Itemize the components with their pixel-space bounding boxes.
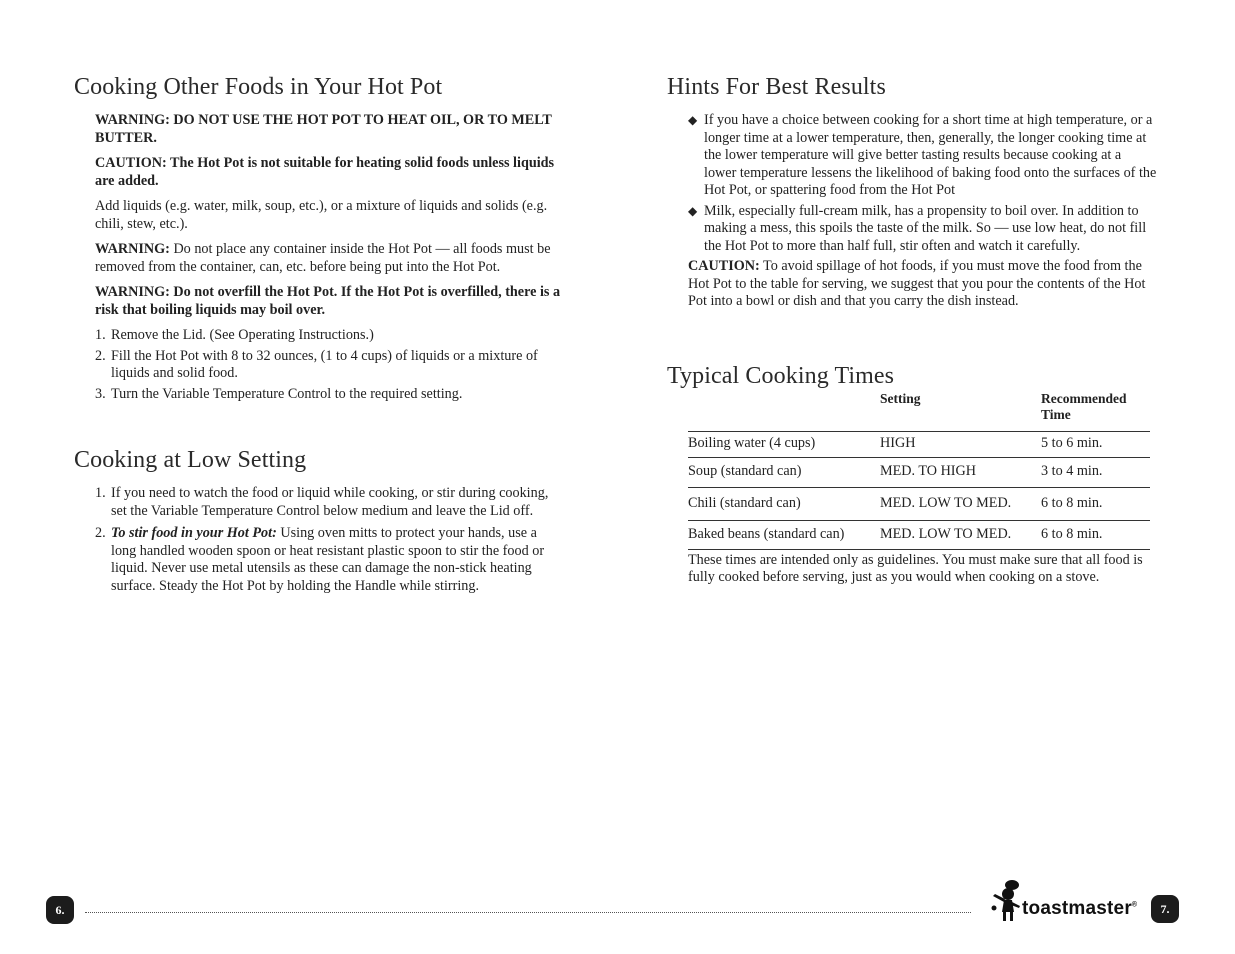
list-item xyxy=(688,112,1157,200)
table-header-row xyxy=(688,391,1150,432)
list-item xyxy=(688,203,1157,256)
table-cell-time: 3 to 4 min. xyxy=(1041,457,1150,487)
toastmaster-logo xyxy=(990,878,1150,924)
chef-mascot-icon xyxy=(990,878,1024,924)
list-item-text: Milk, especially full-cream milk, has a propensity to boil over. In addition to making a mess, this spoils the taste of the milk. So — use low heat, do not fill the Hot Pot to more than half full, stir often and watch it carefully. xyxy=(704,202,1147,254)
table-row xyxy=(688,431,1150,457)
section-title-hints: Hints For Best Results xyxy=(667,74,886,100)
table-cell-time: 5 to 6 min. xyxy=(1041,431,1150,457)
list-item-text: If you need to watch the food or liquid while cooking, or stir during cooking, set the Variable Temperature Control below medium and leave the Lid off. xyxy=(111,485,549,519)
section-body-hints xyxy=(667,112,1157,311)
footer-dotted-rule xyxy=(85,912,971,913)
table-header-time: Recommended Time xyxy=(1041,391,1150,432)
caution-solid-foods: CAUTION: The Hot Pot is not suitable for heating solid foods unless liquids are added. xyxy=(95,155,555,189)
list-item-text: Remove the Lid. (See Operating Instructions.) xyxy=(111,327,374,343)
section-title-cooking-other-foods: Cooking Other Foods in Your Hot Pot xyxy=(74,74,443,100)
table-header-food xyxy=(688,391,880,432)
table-cell-setting: MED. LOW TO MED. xyxy=(880,487,1041,520)
warning-overfill: WARNING: Do not overfill the Hot Pot. If the Hot Pot is overfilled, there is a risk that boiling liquids may boil over. xyxy=(95,284,561,318)
table-cell-setting: HIGH xyxy=(880,431,1041,457)
list-item xyxy=(95,525,564,595)
table-cell-time: 6 to 8 min. xyxy=(1041,520,1150,549)
table-cell-setting: MED. LOW TO MED. xyxy=(880,520,1041,549)
section-body-low-setting xyxy=(74,485,564,595)
list-item xyxy=(95,485,564,520)
table-cell-setting: MED. TO HIGH xyxy=(880,457,1041,487)
table-cell-food: Soup (standard can) xyxy=(688,457,880,487)
low-setting-list xyxy=(95,485,564,595)
table-cell-food: Baked beans (standard can) xyxy=(688,520,880,549)
warning-label: WARNING: xyxy=(95,241,170,257)
table-row xyxy=(688,457,1150,487)
cooking-times-note: These times are intended only as guidelines. You must make sure that all food is fully cooked before serving, just as you would when cooking on a stove. xyxy=(688,551,1143,585)
list-item xyxy=(95,386,564,404)
warning-container-text: Do not place any container inside the Hot Pot — all foods must be removed from the container, can, etc. before being put into the Hot Pot. xyxy=(95,241,551,275)
stir-food-label: To stir food in your Hot Pot: xyxy=(111,525,277,541)
table-header-setting: Setting xyxy=(880,391,1041,432)
table-cell-time: 6 to 8 min. xyxy=(1041,487,1150,520)
right-page-column xyxy=(667,72,1157,595)
list-item xyxy=(95,327,564,345)
cooking-times-table xyxy=(688,391,1150,550)
table-row xyxy=(688,487,1150,520)
table-row xyxy=(688,520,1150,549)
warning-container xyxy=(95,241,564,276)
section-body-cooking-other-foods xyxy=(74,112,564,403)
list-item-text: Fill the Hot Pot with 8 to 32 ounces, (1 to 4 cups) of liquids or a mixture of liquids and solid food. xyxy=(111,347,538,381)
list-item-number: 3. xyxy=(95,385,106,402)
section-title-cooking-times: Typical Cooking Times xyxy=(667,362,895,389)
warning-oil-butter: WARNING: DO NOT USE THE HOT POT TO HEAT OIL, OR TO MELT BUTTER. xyxy=(95,112,552,146)
list-item-text: Turn the Variable Temperature Control to the required setting. xyxy=(111,385,463,402)
diamond-bullet-icon: ◆ xyxy=(688,113,698,127)
logo-wordmark: toastmaster® xyxy=(1022,898,1138,919)
list-item-text: If you have a choice between cooking for a short time at high temperature, or a longer time at a lower temperature, then, generally, the longer cooking time at the lower temperature will give better tasting results because cooking at a lower temperature lessens the likelihood of baking food onto the surfaces of the Hot Pot, or spattering food from the Hot Pot xyxy=(704,112,1157,198)
diamond-bullet-icon: ◆ xyxy=(688,203,698,218)
page-number-left: 6. xyxy=(46,896,74,924)
section-title-low-setting: Cooking at Low Setting xyxy=(74,447,307,473)
steps-list xyxy=(95,327,564,403)
page-number-right: 7. xyxy=(1151,895,1179,923)
list-item-text: Using oven mitts to protect your hands, use a long handled wooden spoon or heat resistant plastic spoon to stir the food or liquid. Never use metal utensils as these can damage the non-stick heating surface. Steady the Hot Pot by holding the Handle while stirring. xyxy=(111,525,545,594)
hints-list xyxy=(688,112,1157,255)
caution-spillage-text: To avoid spillage of hot foods, if you must move the food from the Hot Pot to the table for serving, we suggest that you pour the contents of the Hot Pot into a bowl or dish and that you carry the dish instead. xyxy=(688,258,1146,309)
list-item-number: 1. xyxy=(95,327,106,343)
list-item-number: 1. xyxy=(95,485,106,501)
caution-spillage xyxy=(688,258,1157,311)
list-item xyxy=(95,348,564,383)
table-cell-food: Boiling water (4 cups) xyxy=(688,431,880,457)
caution-label: CAUTION: xyxy=(688,258,760,274)
list-item-number: 2. xyxy=(95,525,106,541)
table-cell-food: Chili (standard can) xyxy=(688,487,880,520)
add-liquids-text: Add liquids (e.g. water, milk, soup, etc.), or a mixture of liquids and solids (e.g. chili, stew, etc.). xyxy=(95,198,548,232)
list-item-number: 2. xyxy=(95,347,106,364)
section-body-cooking-times xyxy=(667,391,1157,587)
left-page-column xyxy=(74,72,564,598)
